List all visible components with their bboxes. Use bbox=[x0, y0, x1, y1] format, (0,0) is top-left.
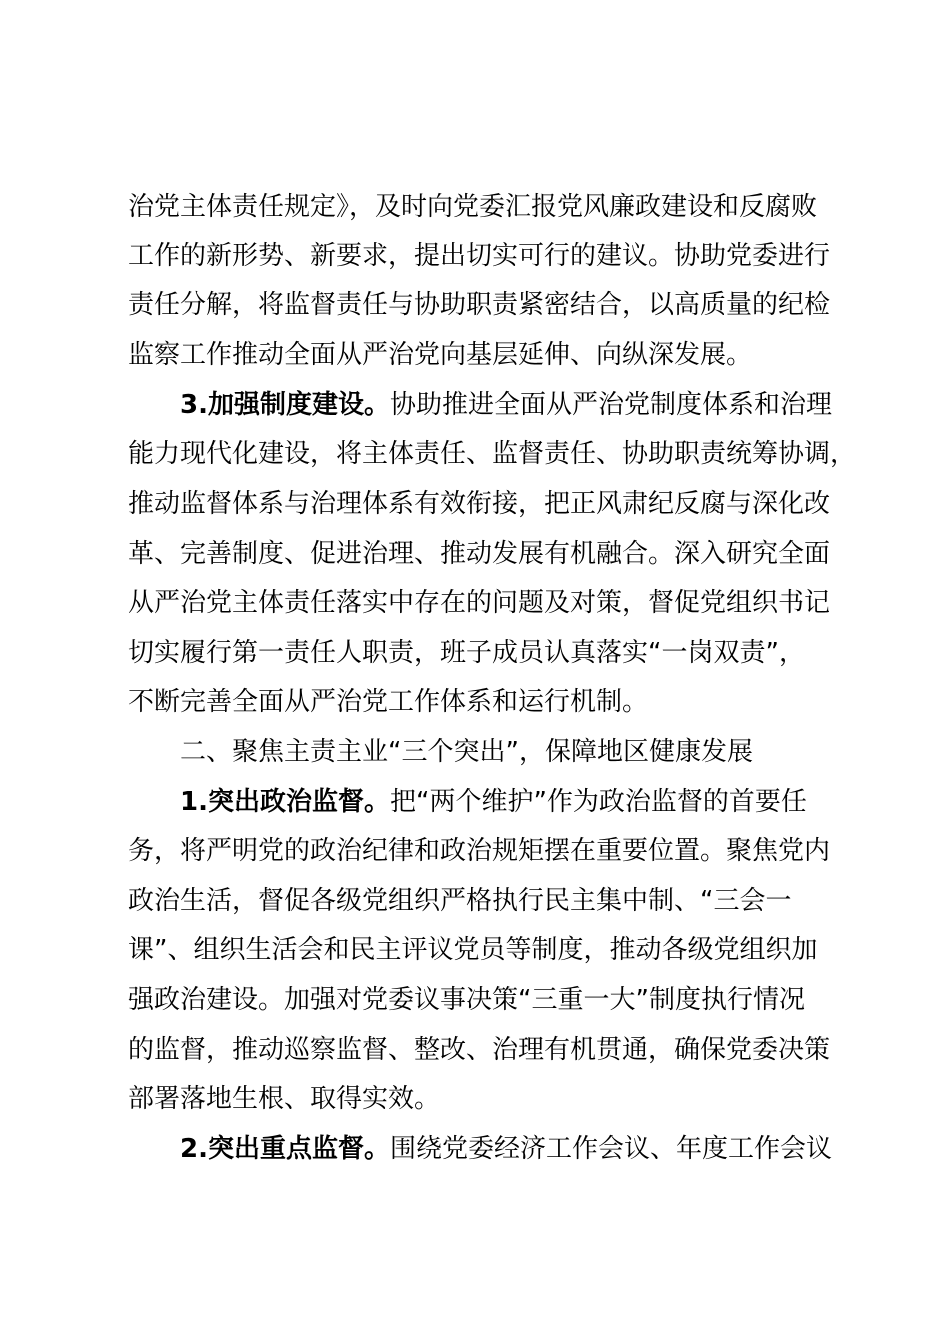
text-line: 务，将严明党的政治纪律和政治规矩摆在重要位置。聚焦党内 bbox=[128, 836, 831, 866]
text-line: 工作的新形势、新要求，提出切实可行的建议。协助党委进行 bbox=[128, 241, 831, 271]
text-line: 监察工作推动全面从严治党向基层延伸、向纵深发展。 bbox=[128, 340, 753, 370]
section-heading: 2.突出重点监督。 bbox=[180, 1134, 390, 1164]
text-line: 责任分解，将监督责任与协助职责紧密结合，以高质量的纪检 bbox=[128, 290, 831, 320]
text-line: 能力现代化建设，将主体责任、监督责任、协助职责统筹协调， bbox=[128, 439, 857, 469]
section-heading: 1.突出政治监督。 bbox=[180, 787, 390, 817]
section-heading: 3.加强制度建设。 bbox=[180, 390, 390, 420]
paragraph-heading-line: 2.突出重点监督。围绕党委经济工作会议、年度工作会议 bbox=[180, 1134, 832, 1164]
text-line: 部署落地生根、取得实效。 bbox=[128, 1084, 441, 1114]
paragraph-heading-line: 3.加强制度建设。协助推进全面从严治党制度体系和治理 bbox=[180, 390, 832, 420]
text-line: 的监督，推动巡察监督、整改、治理有机贯通，确保党委决策 bbox=[128, 1035, 831, 1065]
text-line: 从严治党主体责任落实中存在的问题及对策，督促党组织书记 bbox=[128, 588, 831, 618]
text-line: 切实履行第一责任人职责，班子成员认真落实“一岗双责”， bbox=[128, 638, 805, 668]
text-line: 不断完善全面从严治党工作体系和运行机制。 bbox=[128, 687, 649, 717]
text-line: 革、完善制度、促进治理、推动发展有机融合。深入研究全面 bbox=[128, 539, 831, 569]
text-line: 治党主体责任规定》，及时向党委汇报党风廉政建设和反腐败 bbox=[128, 192, 818, 222]
text-line: 课”、组织生活会和民主评议党员等制度，推动各级党组织加 bbox=[128, 935, 818, 965]
section-title: 二、聚焦主责主业“三个突出”，保障地区健康发展 bbox=[180, 737, 753, 767]
text-line: 强政治建设。加强对党委议事决策“三重一大”制度执行情况 bbox=[128, 985, 805, 1015]
text-line: 政治生活，督促各级党组织严格执行民主集中制、“三会一 bbox=[128, 886, 792, 916]
paragraph-heading-line: 1.突出政治监督。把“两个维护”作为政治监督的首要任 bbox=[180, 787, 807, 817]
text-line: 推动监督体系与治理体系有效衔接，把正风肃纪反腐与深化改 bbox=[128, 489, 831, 519]
